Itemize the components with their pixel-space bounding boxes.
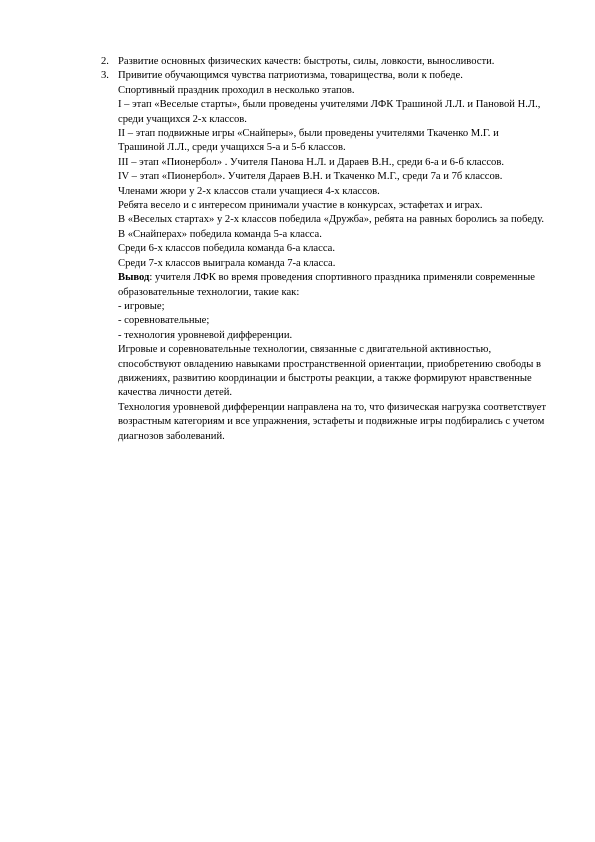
list-item-number: 3. xyxy=(101,70,109,82)
list-item xyxy=(96,69,546,83)
paragraph-participation: Ребята весело и с интересом принимали участие в конкурсах, эстафетах и играх. xyxy=(118,200,483,212)
conclusion-text: : учителя ЛФК во время проведения спортивного праздника применяли современные образовательные технологии, такие как: xyxy=(118,272,535,298)
paragraph-jury: Членами жюри у 2-х классов стали учащиеся 4-х классов. xyxy=(118,185,380,197)
paragraph-stage-2: II – этап подвижные игры «Снайперы», были проведены учителями Ткаченко М.Г. и Трашиной Л.Л., среди учащихся 5-а и 5-б классов. xyxy=(118,128,499,154)
paragraph-stage-1: I – этап «Веселые старты», были проведены учителями ЛФК Трашиной Л.Л. и Пановой Н.Л., среди учащихся 2-х классов. xyxy=(118,99,541,125)
tech-list-item: - технология уровневой дифференции. xyxy=(118,329,293,341)
paragraph-result-7: Среди 7-х классов выиграла команда 7-а класса. xyxy=(118,257,336,269)
list-item-text: Развитие основных физических качеств: быстроты, силы, ловкости, выносливости. xyxy=(118,56,495,67)
paragraph-level-differentiation: Технология уровневой дифференции направлена на то, что физическая нагрузка соответствует возрастным категориям и все упражнения, эстафеты и подвижные игры подбирались с учетом диагнозов заболеваний. xyxy=(118,401,547,442)
list-item xyxy=(96,55,546,69)
conclusion-label: Вывод xyxy=(118,272,150,284)
tech-list-item: - игровые; xyxy=(118,300,165,312)
paragraph-stages-intro: Спортивный праздник проходил в несколько этапов. xyxy=(118,84,355,96)
paragraph-result-6: Среди 6-х классов победила команда 6-а класса. xyxy=(118,243,336,255)
list-item-text: Привитие обучающимся чувства патриотизма, товарищества, воли к победе. xyxy=(118,70,463,82)
paragraph-stage-3: III – этап «Пионербол» . Учителя Панова Н.Л. и Дараев В.Н., среди 6-а и 6-б классов. xyxy=(118,156,504,168)
paragraph-conclusion xyxy=(96,271,546,300)
paragraph-game-technologies: Игровые и соревновательные технологии, связанные с двигательной активностью, способствуют овладению навыками пространственной ориентации, приобретению свободы в движениях, развитию координации и быстроты реакции, а также формируют нравственные качества личности детей. xyxy=(118,344,541,399)
tech-list-item: - соревновательные; xyxy=(118,315,210,327)
paragraph-result-2: В «Веселых стартах» у 2-х классов победила «Дружба», ребята на равных боролись за победу. xyxy=(118,214,545,226)
paragraph-stage-4: IV – этап «Пионербол». Учителя Дараев В.Н. и Ткаченко М.Г., среди 7а и 7б классов. xyxy=(118,171,503,183)
document-body xyxy=(96,55,546,444)
paragraph-result-5: В «Снайперах» победила команда 5-а класса. xyxy=(118,228,322,240)
list-item-number: 2. xyxy=(101,56,109,67)
